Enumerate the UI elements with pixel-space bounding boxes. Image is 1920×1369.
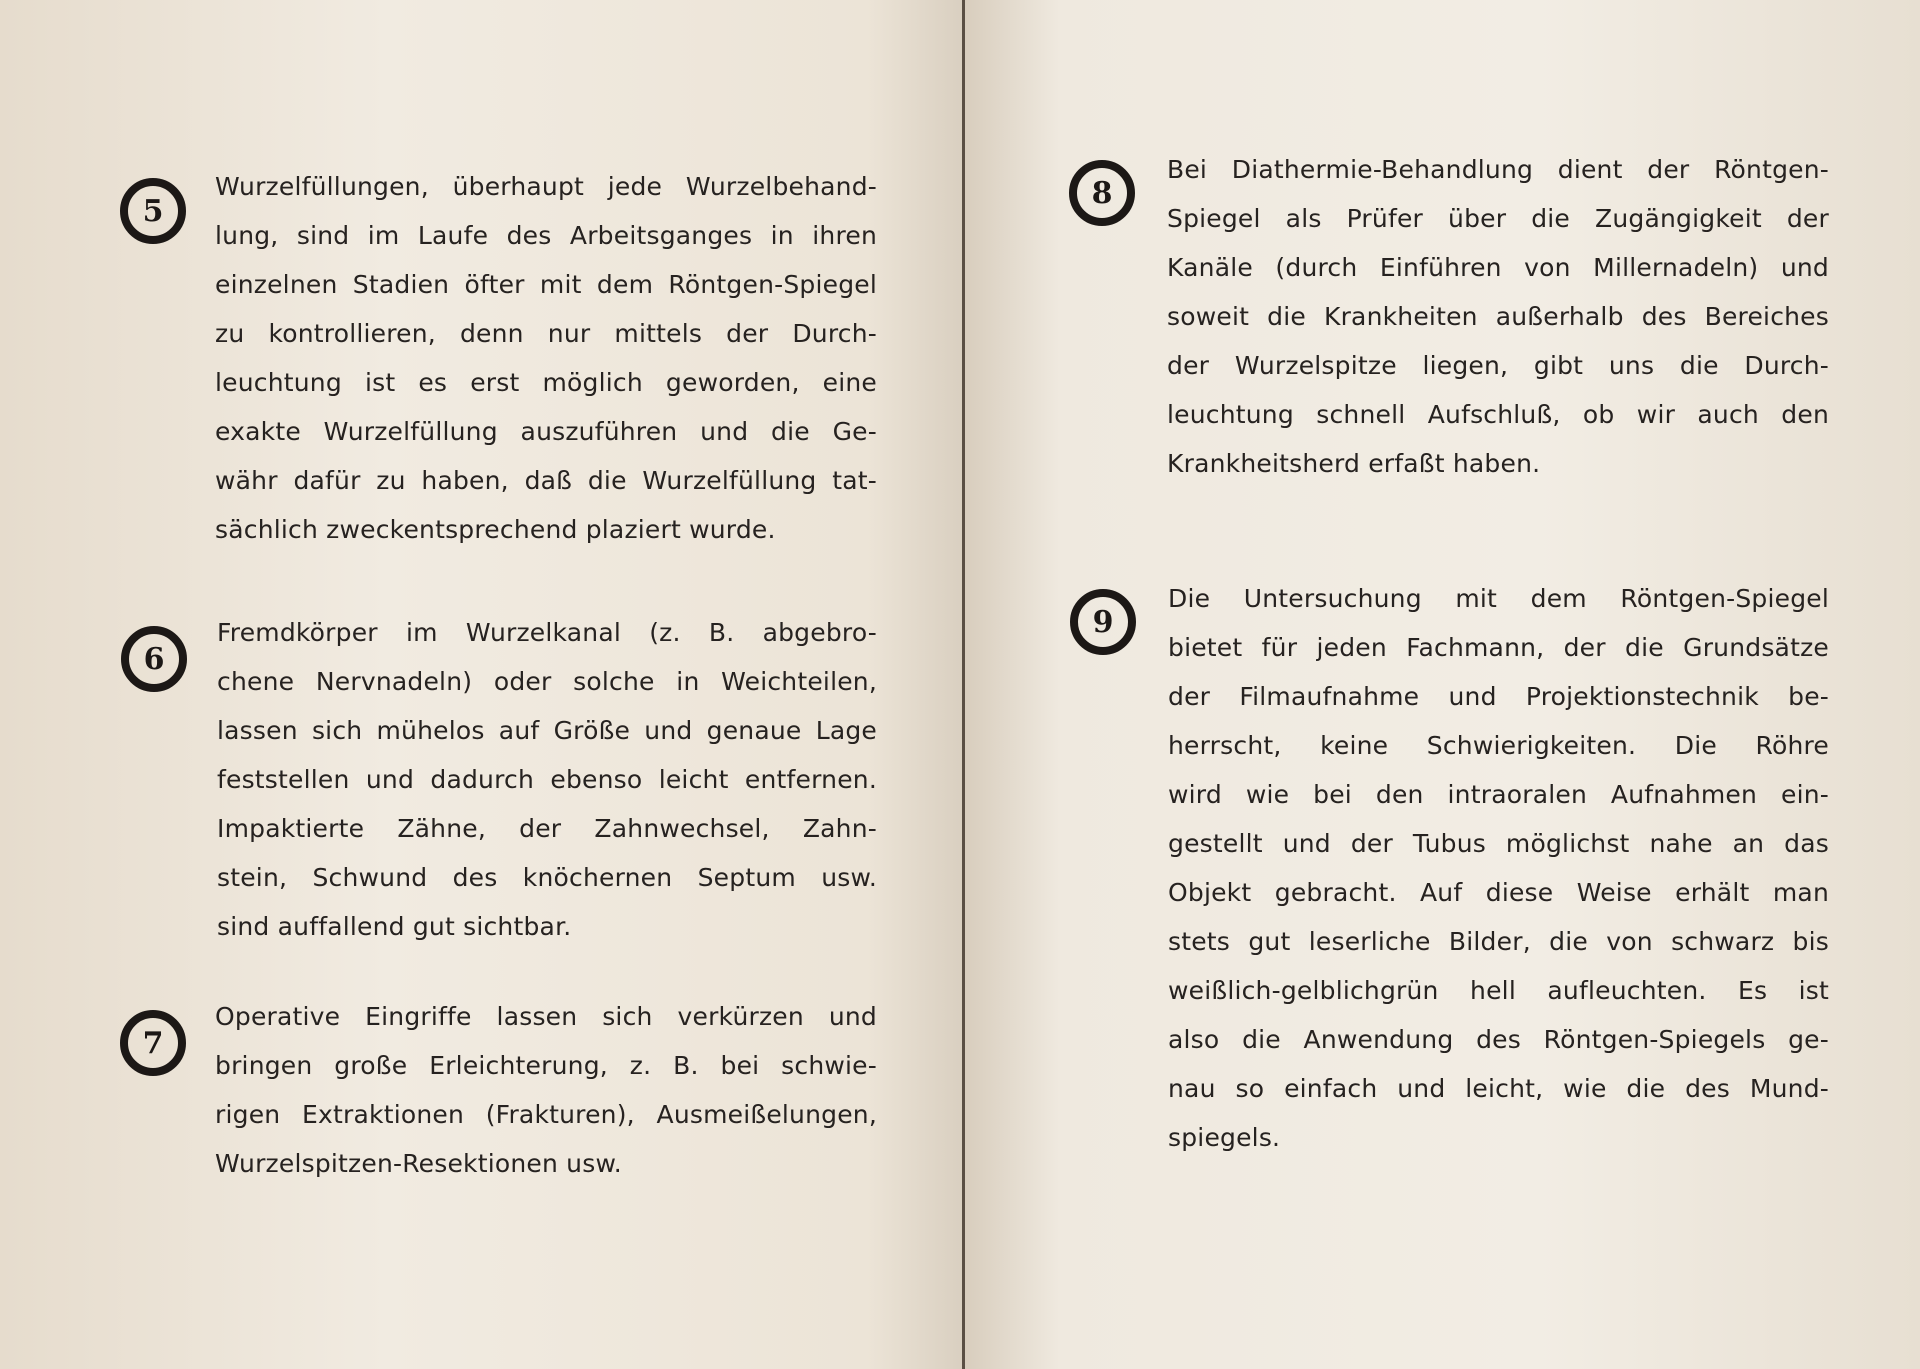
text-line: Bei Diathermie-Behandlung dient der Röntgen- [1167, 155, 1829, 184]
item-number-badge: 8 [1069, 160, 1135, 226]
text-line: sind auffallend gut sichtbar. [217, 912, 572, 941]
text-line: bietet für jeden Fachmann, der die Grundsätze [1168, 633, 1829, 662]
text-line: Objekt gebracht. Auf diese Weise erhält man [1168, 878, 1829, 907]
text-line: spiegels. [1168, 1123, 1281, 1152]
text-line: herrscht, keine Schwierigkeiten. Die Röhre [1168, 731, 1829, 760]
text-line: Operative Eingriffe lassen sich verkürzen und [215, 1002, 877, 1031]
text-line: gestellt und der Tubus möglichst nahe an das [1168, 829, 1829, 858]
text-line: lung, sind im Laufe des Arbeitsganges in ihren [215, 221, 877, 250]
text-line: Spiegel als Prüfer über die Zugängigkeit der [1167, 204, 1829, 233]
text-line: stets gut leserliche Bilder, die von schwarz bis [1168, 927, 1829, 956]
book-gutter [962, 0, 965, 1369]
text-line: währ dafür zu haben, daß die Wurzelfüllung tat- [215, 466, 877, 495]
text-line: Wurzelfüllungen, überhaupt jede Wurzelbehand- [215, 172, 877, 201]
text-line: der Wurzelspitze liegen, gibt uns die Durch- [1167, 351, 1829, 380]
text-line: bringen große Erleichterung, z. B. bei schwie- [215, 1051, 877, 1080]
text-line: lassen sich mühelos auf Größe und genaue Lage [217, 716, 877, 745]
text-line: feststellen und dadurch ebenso leicht entfernen. [217, 765, 877, 794]
item-number-badge: 9 [1070, 589, 1136, 655]
item-number-badge: 6 [121, 626, 187, 692]
text-line: leuchtung ist es erst möglich geworden, eine [215, 368, 877, 397]
text-line: Wurzelspitzen-Resektionen usw. [215, 1149, 622, 1178]
paragraph-7 [215, 992, 877, 1188]
text-line: Fremdkörper im Wurzelkanal (z. B. abgebro- [217, 618, 877, 647]
text-line: leuchtung schnell Aufschluß, ob wir auch den [1167, 400, 1829, 429]
text-line: stein, Schwund des knöchernen Septum usw. [217, 863, 877, 892]
text-line: exakte Wurzelfüllung auszuführen und die Ge- [215, 417, 877, 446]
text-line: zu kontrollieren, denn nur mittels der Durch- [215, 319, 877, 348]
paragraph-8 [1167, 145, 1829, 488]
text-line: Kanäle (durch Einführen von Millernadeln) und [1167, 253, 1829, 282]
text-line: wird wie bei den intraoralen Aufnahmen ein- [1168, 780, 1829, 809]
paragraph-5 [215, 162, 877, 554]
text-line: Die Untersuchung mit dem Röntgen-Spiegel [1168, 584, 1829, 613]
text-line: weißlich-gelblichgrün hell aufleuchten. Es ist [1168, 976, 1829, 1005]
text-line: Krankheitsherd erfaßt haben. [1167, 449, 1541, 478]
text-line: chene Nervnadeln) oder solche in Weichteilen, [217, 667, 877, 696]
paragraph-6 [217, 608, 877, 951]
text-line: einzelnen Stadien öfter mit dem Röntgen-Spiegel [215, 270, 877, 299]
item-number-badge: 5 [120, 178, 186, 244]
item-number-badge: 7 [120, 1010, 186, 1076]
text-line: rigen Extraktionen (Frakturen), Ausmeißelungen, [215, 1100, 877, 1129]
text-line: nau so einfach und leicht, wie die des Mund- [1168, 1074, 1829, 1103]
paragraph-9 [1168, 574, 1829, 1162]
text-line: sächlich zweckentsprechend plaziert wurde. [215, 515, 776, 544]
text-line: Impaktierte Zähne, der Zahnwechsel, Zahn- [217, 814, 877, 843]
text-line: also die Anwendung des Röntgen-Spiegels ge- [1168, 1025, 1829, 1054]
text-line: der Filmaufnahme und Projektionstechnik be- [1168, 682, 1829, 711]
text-line: soweit die Krankheiten außerhalb des Bereiches [1167, 302, 1829, 331]
